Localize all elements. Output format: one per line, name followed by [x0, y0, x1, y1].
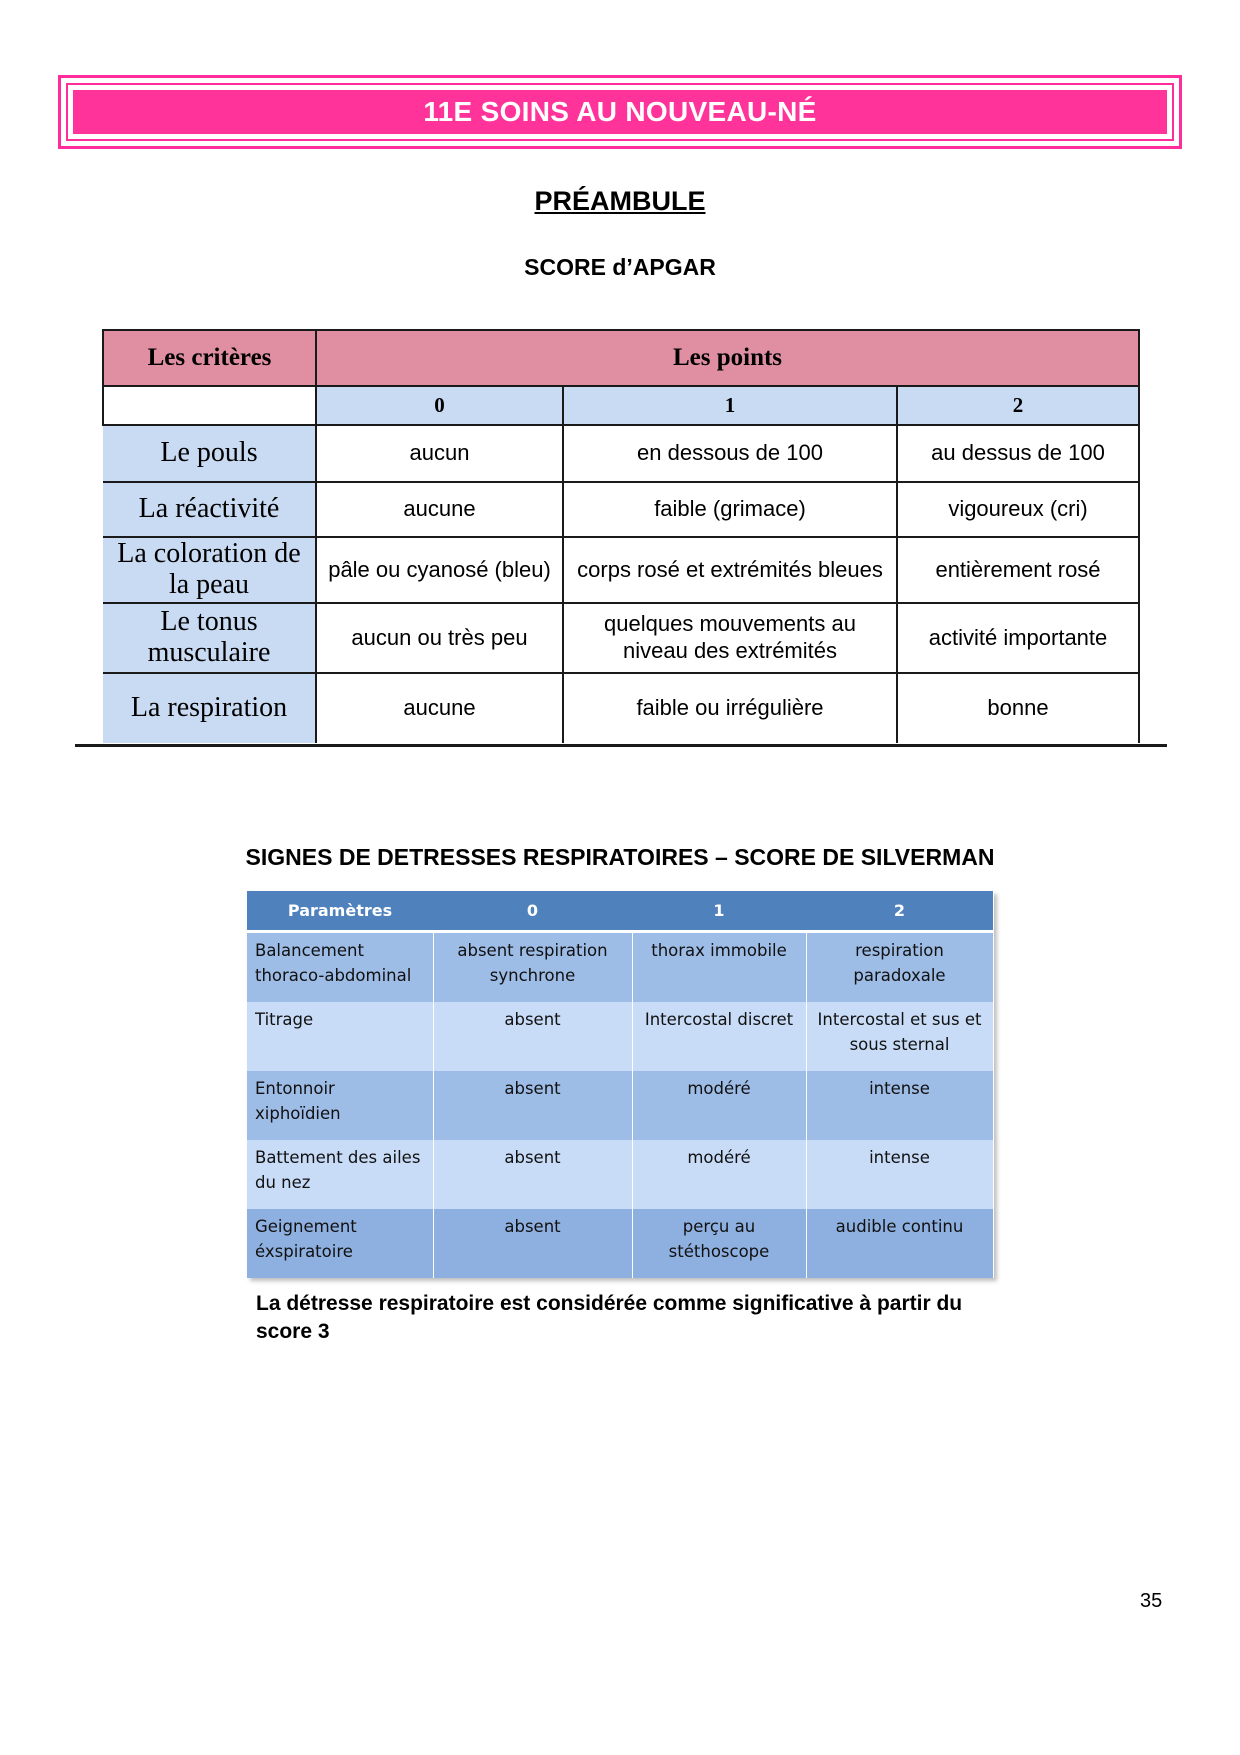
- score-0-cell: aucune: [316, 673, 563, 743]
- score-2-cell: activité importante: [897, 603, 1139, 673]
- preambule-heading: PRÉAMBULE: [534, 186, 706, 216]
- horizontal-rule: [75, 744, 1167, 747]
- header-score-2: 2: [806, 891, 993, 932]
- score-1-cell: faible ou irrégulière: [563, 673, 897, 743]
- score-2-cell: audible continu: [806, 1209, 993, 1278]
- score-column-2: 2: [897, 386, 1139, 425]
- significance-note: La détresse respiratoire est considérée comme significative à partir du score 3: [256, 1292, 963, 1343]
- parameter-cell: Titrage: [247, 1002, 433, 1071]
- header-score-1: 1: [632, 891, 806, 932]
- score-2-cell: respiration paradoxale: [806, 932, 993, 1003]
- header-points: Les points: [316, 330, 1139, 386]
- parameter-cell: Geignement éxspiratoire: [247, 1209, 433, 1278]
- header-criteria: Les critères: [103, 330, 316, 386]
- score-2-cell: intense: [806, 1140, 993, 1209]
- score-0-cell: absent: [433, 1002, 632, 1071]
- score-1-cell: en dessous de 100: [563, 425, 897, 482]
- silverman-table: [247, 891, 994, 1278]
- parameter-cell: Entonnoir xiphoïdien: [247, 1071, 433, 1140]
- score-0-cell: absent: [433, 1140, 632, 1209]
- score-1-cell: thorax immobile: [632, 932, 806, 1003]
- score-0-cell: pâle ou cyanosé (bleu): [316, 537, 563, 603]
- apgar-title: SCORE d’APGAR: [524, 254, 716, 280]
- table-row: [103, 603, 1139, 673]
- score-1-cell: perçu au stéthoscope: [632, 1209, 806, 1278]
- blank-cell: [103, 386, 316, 425]
- score-1-cell: Intercostal discret: [632, 1002, 806, 1071]
- page-title: 11E SOINS AU NOUVEAU-NÉ: [73, 90, 1167, 134]
- criterion-cell: La respiration: [103, 673, 316, 743]
- title-banner-frame: [66, 83, 1174, 141]
- table-row: [247, 1209, 993, 1278]
- criterion-cell: Le tonus musculaire: [103, 603, 316, 673]
- parameter-cell: Battement des ailes du nez: [247, 1140, 433, 1209]
- section-heading: [0, 186, 1240, 217]
- parameter-cell: Balancement thoraco-abdominal: [247, 932, 433, 1003]
- table-row: [103, 673, 1139, 743]
- table-row: [247, 1002, 993, 1071]
- score-1-cell: corps rosé et extrémités bleues: [563, 537, 897, 603]
- score-0-cell: aucun: [316, 425, 563, 482]
- score-column-1: 1: [563, 386, 897, 425]
- score-2-cell: bonne: [897, 673, 1139, 743]
- score-1-cell: faible (grimace): [563, 482, 897, 537]
- score-2-cell: entièrement rosé: [897, 537, 1139, 603]
- silverman-title: SIGNES DE DETRESSES RESPIRATOIRES – SCORE DE SILVERMAN: [245, 844, 995, 870]
- header-score-0: 0: [433, 891, 632, 932]
- score-2-cell: au dessus de 100: [897, 425, 1139, 482]
- score-2-cell: intense: [806, 1071, 993, 1140]
- table-row: [103, 425, 1139, 482]
- table-row: [247, 1071, 993, 1140]
- score-2-cell: vigoureux (cri): [897, 482, 1139, 537]
- criterion-cell: Le pouls: [103, 425, 316, 482]
- score-0-cell: absent respiration synchrone: [433, 932, 632, 1003]
- table-row: [103, 537, 1139, 603]
- score-0-cell: absent: [433, 1071, 632, 1140]
- criterion-cell: La coloration de la peau: [103, 537, 316, 603]
- score-0-cell: aucune: [316, 482, 563, 537]
- score-0-cell: aucun ou très peu: [316, 603, 563, 673]
- header-parametres: Paramètres: [247, 891, 433, 932]
- table-row: [247, 1140, 993, 1209]
- score-column-0: 0: [316, 386, 563, 425]
- score-2-cell: Intercostal et sus et sous sternal: [806, 1002, 993, 1071]
- table-row: [247, 932, 993, 1003]
- page-number: 35: [1140, 1590, 1163, 1612]
- score-0-cell: absent: [433, 1209, 632, 1278]
- score-1-cell: modéré: [632, 1071, 806, 1140]
- apgar-table: [102, 329, 1140, 743]
- score-1-cell: quelques mouvements au niveau des extrémités: [563, 603, 897, 673]
- criterion-cell: La réactivité: [103, 482, 316, 537]
- title-banner: [58, 75, 1182, 149]
- score-1-cell: modéré: [632, 1140, 806, 1209]
- table-row: [103, 482, 1139, 537]
